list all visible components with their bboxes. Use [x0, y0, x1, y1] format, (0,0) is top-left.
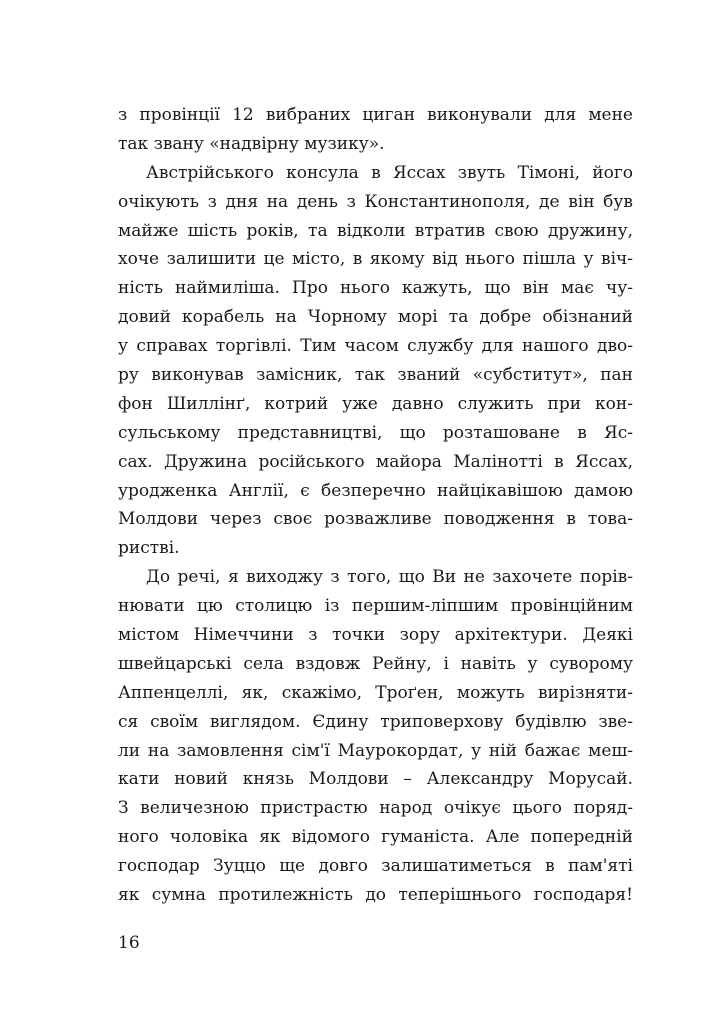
- text-line: Аппенцеллі, як, скажімо, Троґен, можуть вирізняти-: [118, 682, 633, 703]
- text-line: ли на замовлення сім'ї Маурокордат, у ній бажає меш-: [118, 740, 633, 761]
- text-line: ність наймиліша. Про нього кажуть, що він має чу-: [118, 278, 633, 299]
- text-line: так звану «надвірну музику».: [118, 133, 385, 154]
- text-line: Австрійського консула в Яссах звуть Тімоні, його: [146, 162, 633, 183]
- text-line: уродженка Англії, є безперечно найцікавішою дамою: [118, 480, 633, 501]
- text-line: сах. Дружина російського майора Малінотті в Яссах,: [118, 451, 633, 472]
- text-line: ся своїм виглядом. Єдину триповерхову будівлю зве-: [118, 711, 633, 732]
- text-line: фон Шиллінґ, котрий уже давно служить при кон-: [118, 393, 633, 414]
- text-line: хоче залишити це місто, в якому від нього пішла у віч-: [118, 249, 633, 270]
- text-line: очікують з дня на день з Константинополя, де він був: [118, 191, 633, 212]
- text-line: кати новий князь Молдови – Александру Морусай.: [118, 769, 633, 790]
- text-line: господар Зуццо ще довго залишатиметься в пам'яті: [118, 856, 633, 877]
- text-line: у справах торгівлі. Тим часом службу для нашого дво-: [118, 336, 633, 357]
- text-line: швейцарські села вздовж Рейну, і навіть у суворому: [118, 653, 633, 674]
- text-line: нювати цю столицю із першим-ліпшим провінційним: [118, 596, 633, 617]
- text-line: Молдови через своє розважливе поводження в това-: [118, 509, 633, 530]
- text-line: ристві.: [118, 538, 180, 559]
- text-line: З величезною пристрастю народ очікує цього поряд-: [118, 798, 633, 819]
- text-line: довий корабель на Чорному морі та добре обізнаний: [118, 307, 633, 328]
- text-line: ного чоловіка як відомого гуманіста. Але попередній: [118, 827, 633, 848]
- body-text: [118, 101, 633, 910]
- text-line: містом Німеччини з точки зору архітектури. Деякі: [118, 625, 633, 646]
- text-line: як сумна протилежність до теперішнього господаря!: [118, 885, 633, 906]
- page-number: 16: [118, 933, 140, 953]
- text-line: майже шість років, та відколи втратив свою дружину,: [118, 220, 633, 241]
- text-line: з провінції 12 вибраних циган виконували для мене: [118, 105, 633, 125]
- text-line: сульському представництві, що розташоване в Яс-: [118, 422, 633, 443]
- text-line: ру виконував замісник, так званий «субститут», пан: [118, 365, 633, 386]
- text-line: До речі, я виходжу з того, що Ви не захочете порів-: [146, 567, 633, 588]
